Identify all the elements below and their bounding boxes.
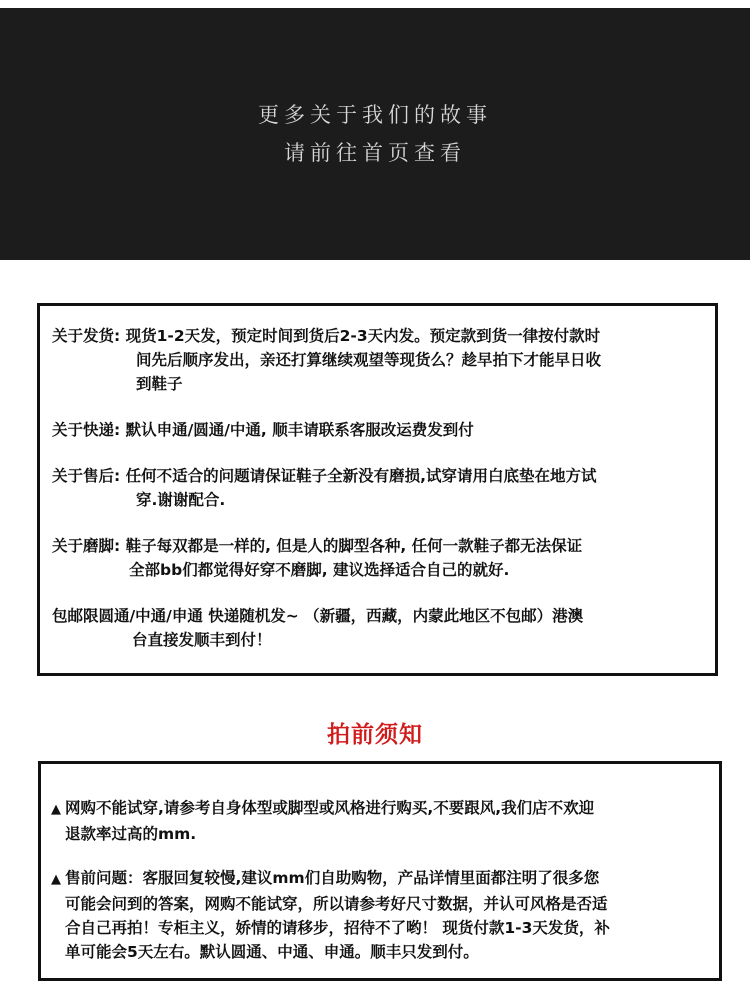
notice-express <box>52 418 703 442</box>
shop-notice-box <box>37 303 718 676</box>
notice-freeship-line-1: 包邮限圆通/中通/申通 快递随机发~ （新疆，西藏，内蒙此地区不包邮）港澳 <box>52 607 584 625</box>
triangle-icon: ▲ <box>51 872 61 887</box>
notice-blister <box>52 534 703 582</box>
notice-freeship-line-2: 台直接发顺丰到付！ <box>132 631 272 649</box>
tip-1 <box>51 796 709 846</box>
notice-aftersale <box>52 464 703 512</box>
tip-2-line-1: 售前问题：客服回复较慢,建议mm们自助购物，产品详情里面都注明了很多您 <box>65 869 600 887</box>
notice-shipping <box>52 324 703 396</box>
notice-blister-line-2: 全部bb们都觉得好穿不磨脚, 建议选择适合自己的就好. <box>129 561 510 579</box>
notice-aftersale-line-1: 关于售后: 任何不适合的问题请保证鞋子全新没有磨损,试穿请用白底垫在地方试 <box>52 467 597 485</box>
notice-blister-line-1: 关于磨脚: 鞋子每双都是一样的, 但是人的脚型各种, 任何一款鞋子都无法保证 <box>52 537 583 555</box>
tip-2-line-3: 合自己再拍！专柜主义，娇情的请移步，招待不了哟！ 现货付款1-3天发货，补 <box>65 919 610 937</box>
story-banner <box>0 8 750 260</box>
triangle-icon: ▲ <box>51 802 61 817</box>
top-spacer <box>0 0 750 8</box>
tip-1-line-2: 退款率过高的mm. <box>65 825 197 843</box>
notice-shipping-line-1: 关于发货: 现货1-2天发，预定时间到货后2-3天内发。预定款到货一律按付款时 <box>52 327 601 345</box>
notice-aftersale-line-2: 穿.谢谢配合. <box>136 491 226 509</box>
section-title: 拍前须知 <box>327 722 423 748</box>
notice-shipping-line-2: 间先后顺序发出，亲还打算继续观望等现货么？趁早拍下才能早日收 <box>136 351 602 369</box>
purchase-tips-box <box>38 761 722 981</box>
tip-2-line-2: 可能会问到的答案，网购不能试穿，所以请参考好尺寸数据，并认可风格是否适 <box>65 895 608 913</box>
notice-freeship <box>52 604 703 652</box>
tip-2 <box>51 866 709 964</box>
notice-shipping-line-3: 到鞋子 <box>136 375 183 393</box>
banner-line-1: 更多关于我们的故事 <box>258 103 492 127</box>
notice-express-line-1: 关于快递: 默认申通/圆通/中通, 顺丰请联系客服改运费发到付 <box>52 421 474 439</box>
tip-1-line-1: 网购不能试穿,请参考自身体型或脚型或风格进行购买,不要跟风,我们店不欢迎 <box>65 799 595 817</box>
tip-2-line-4: 单可能会5天左右。默认圆通、中通、申通。顺丰只发到付。 <box>65 943 479 961</box>
banner-line-2: 请前往首页查看 <box>284 141 466 165</box>
